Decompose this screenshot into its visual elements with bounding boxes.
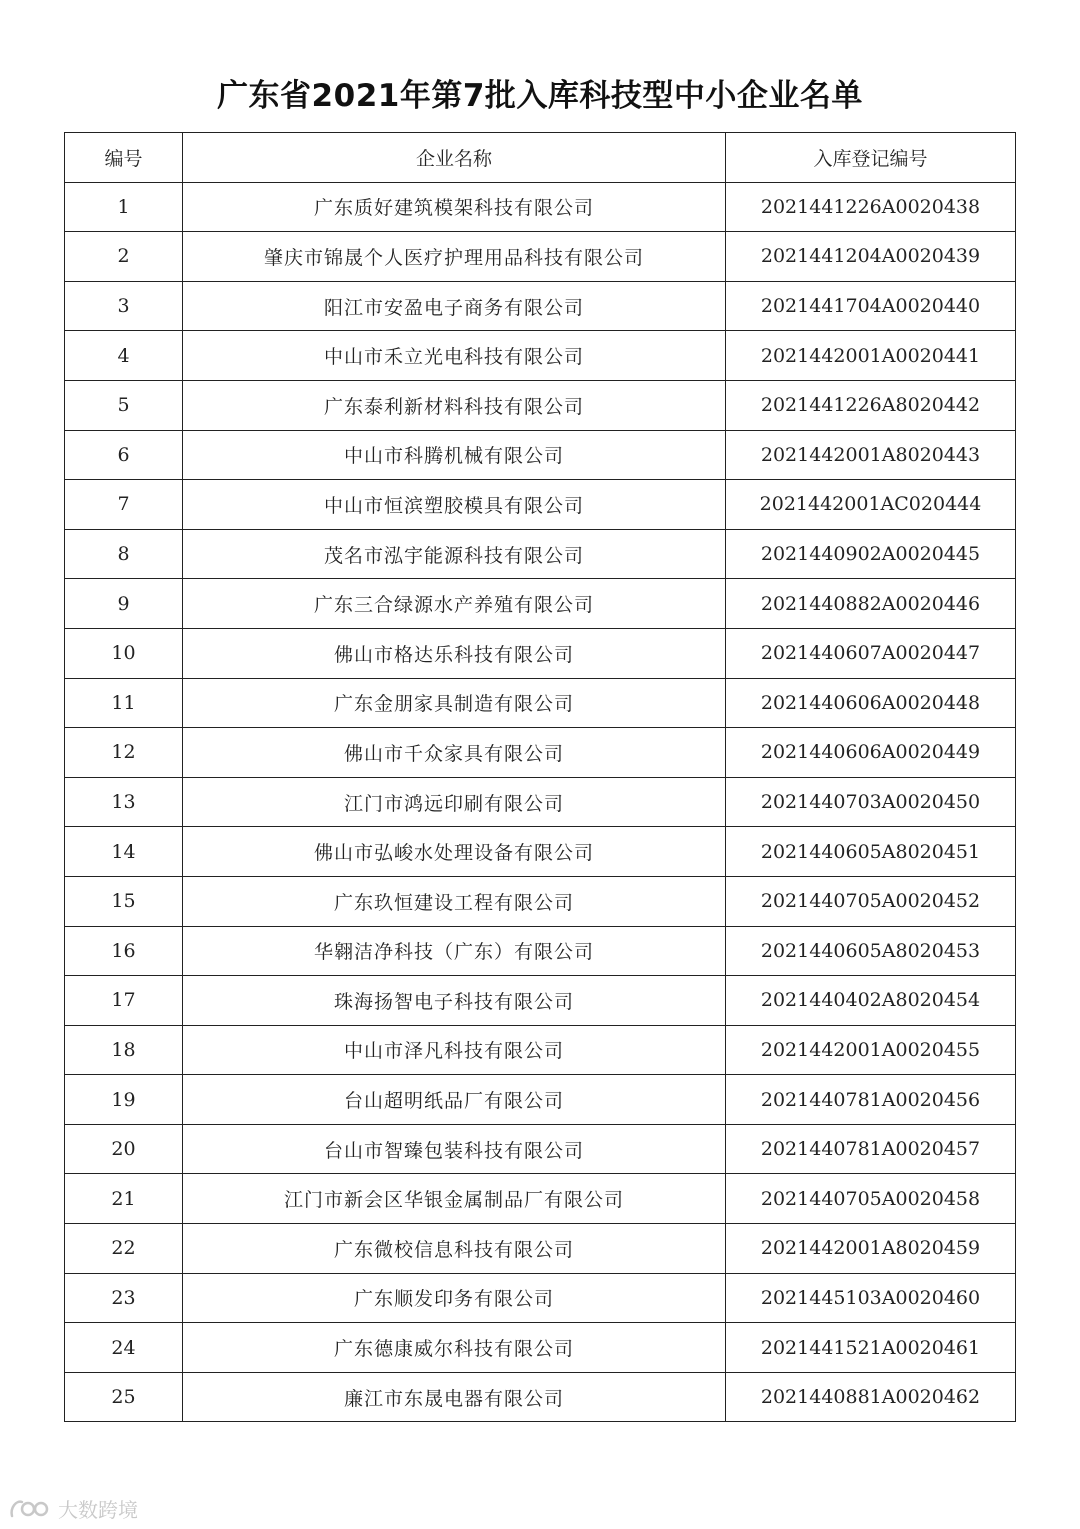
table-row	[65, 1025, 1016, 1075]
registration-code: 2021440705A0020458	[726, 1174, 1016, 1224]
header-registration-code: 入库登记编号	[726, 133, 1016, 183]
row-number: 18	[65, 1025, 183, 1075]
registration-code: 2021440705A0020452	[726, 876, 1016, 926]
row-number: 24	[65, 1323, 183, 1373]
company-name: 广东顺发印务有限公司	[183, 1273, 726, 1323]
header-company-name: 企业名称	[183, 133, 726, 183]
table-row	[65, 728, 1016, 778]
company-name: 广东泰利新材料科技有限公司	[183, 380, 726, 430]
table-row	[65, 1124, 1016, 1174]
row-number: 5	[65, 380, 183, 430]
registration-code: 2021442001AC020444	[726, 480, 1016, 530]
table-row	[65, 1372, 1016, 1422]
registration-code: 2021440881A0020462	[726, 1372, 1016, 1422]
company-name: 廉江市东晟电器有限公司	[183, 1372, 726, 1422]
table-row	[65, 529, 1016, 579]
row-number: 4	[65, 331, 183, 381]
company-name: 佛山市弘峻水处理设备有限公司	[183, 827, 726, 877]
row-number: 14	[65, 827, 183, 877]
table-row	[65, 827, 1016, 877]
registration-code: 2021440606A0020449	[726, 728, 1016, 778]
row-number: 17	[65, 976, 183, 1026]
registration-code: 2021440882A0020446	[726, 579, 1016, 629]
row-number: 23	[65, 1273, 183, 1323]
company-name: 阳江市安盈电子商务有限公司	[183, 281, 726, 331]
table-row	[65, 1224, 1016, 1274]
registration-code: 2021441704A0020440	[726, 281, 1016, 331]
company-name: 中山市禾立光电科技有限公司	[183, 331, 726, 381]
company-name: 台山超明纸品厂有限公司	[183, 1075, 726, 1125]
table-row	[65, 331, 1016, 381]
row-number: 19	[65, 1075, 183, 1125]
table-row	[65, 281, 1016, 331]
company-name: 广东质好建筑模架科技有限公司	[183, 182, 726, 232]
registration-code: 2021445103A0020460	[726, 1273, 1016, 1323]
table-row	[65, 430, 1016, 480]
registration-code: 2021440607A0020447	[726, 628, 1016, 678]
company-name: 华翱洁净科技（广东）有限公司	[183, 926, 726, 976]
registration-code: 2021440605A8020453	[726, 926, 1016, 976]
watermark-text: 大数跨境	[58, 1498, 138, 1522]
table-row	[65, 628, 1016, 678]
registration-code: 2021440902A0020445	[726, 529, 1016, 579]
row-number: 15	[65, 876, 183, 926]
row-number: 25	[65, 1372, 183, 1422]
table-row	[65, 380, 1016, 430]
table-row	[65, 579, 1016, 629]
registration-code: 2021440781A0020456	[726, 1075, 1016, 1125]
company-name: 广东玖恒建设工程有限公司	[183, 876, 726, 926]
page-title: 广东省2021年第7批入库科技型中小企业名单	[217, 78, 863, 114]
company-name: 佛山市千众家具有限公司	[183, 728, 726, 778]
registration-code: 2021441226A8020442	[726, 380, 1016, 430]
row-number: 6	[65, 430, 183, 480]
row-number: 7	[65, 480, 183, 530]
company-name: 佛山市格达乐科技有限公司	[183, 628, 726, 678]
registration-code: 2021441521A0020461	[726, 1323, 1016, 1373]
registration-code: 2021442001A8020459	[726, 1224, 1016, 1274]
table-row	[65, 1273, 1016, 1323]
row-number: 1	[65, 182, 183, 232]
registration-code: 2021441204A0020439	[726, 232, 1016, 282]
registration-code: 2021442001A0020455	[726, 1025, 1016, 1075]
company-name: 广东微校信息科技有限公司	[183, 1224, 726, 1274]
row-number: 13	[65, 777, 183, 827]
company-name: 广东金朋家具制造有限公司	[183, 678, 726, 728]
company-name: 广东三合绿源水产养殖有限公司	[183, 579, 726, 629]
row-number: 20	[65, 1124, 183, 1174]
row-number: 3	[65, 281, 183, 331]
row-number: 2	[65, 232, 183, 282]
registration-code: 2021440703A0020450	[726, 777, 1016, 827]
registration-code: 2021440402A8020454	[726, 976, 1016, 1026]
company-name: 肇庆市锦晟个人医疗护理用品科技有限公司	[183, 232, 726, 282]
table-row	[65, 480, 1016, 530]
company-name: 中山市恒滨塑胶模具有限公司	[183, 480, 726, 530]
company-name: 中山市科腾机械有限公司	[183, 430, 726, 480]
row-number: 22	[65, 1224, 183, 1274]
company-name: 江门市新会区华银金属制品厂有限公司	[183, 1174, 726, 1224]
row-number: 16	[65, 926, 183, 976]
header-number: 编号	[65, 133, 183, 183]
row-number: 11	[65, 678, 183, 728]
registration-code: 2021442001A0020441	[726, 331, 1016, 381]
company-name: 江门市鸿远印刷有限公司	[183, 777, 726, 827]
registration-code: 2021440606A0020448	[726, 678, 1016, 728]
table-row	[65, 232, 1016, 282]
brand-logo-icon	[8, 1496, 52, 1522]
enterprise-table	[64, 132, 1016, 1422]
table-row	[65, 926, 1016, 976]
table-row	[65, 1323, 1016, 1373]
registration-code: 2021442001A8020443	[726, 430, 1016, 480]
registration-code: 2021440605A8020451	[726, 827, 1016, 877]
row-number: 12	[65, 728, 183, 778]
company-name: 茂名市泓宇能源科技有限公司	[183, 529, 726, 579]
row-number: 10	[65, 628, 183, 678]
company-name: 珠海扬智电子科技有限公司	[183, 976, 726, 1026]
row-number: 8	[65, 529, 183, 579]
table-row	[65, 182, 1016, 232]
row-number: 9	[65, 579, 183, 629]
company-name: 中山市泽凡科技有限公司	[183, 1025, 726, 1075]
company-name: 广东德康威尔科技有限公司	[183, 1323, 726, 1373]
table-row	[65, 777, 1016, 827]
table-row	[65, 976, 1016, 1026]
table-row	[65, 1174, 1016, 1224]
registration-code: 2021440781A0020457	[726, 1124, 1016, 1174]
table-header-row	[65, 133, 1016, 183]
table-row	[65, 678, 1016, 728]
company-name: 台山市智臻包装科技有限公司	[183, 1124, 726, 1174]
row-number: 21	[65, 1174, 183, 1224]
registration-code: 2021441226A0020438	[726, 182, 1016, 232]
table-row	[65, 876, 1016, 926]
table-row	[65, 1075, 1016, 1125]
table-body	[65, 182, 1016, 1422]
watermark	[8, 1494, 138, 1523]
